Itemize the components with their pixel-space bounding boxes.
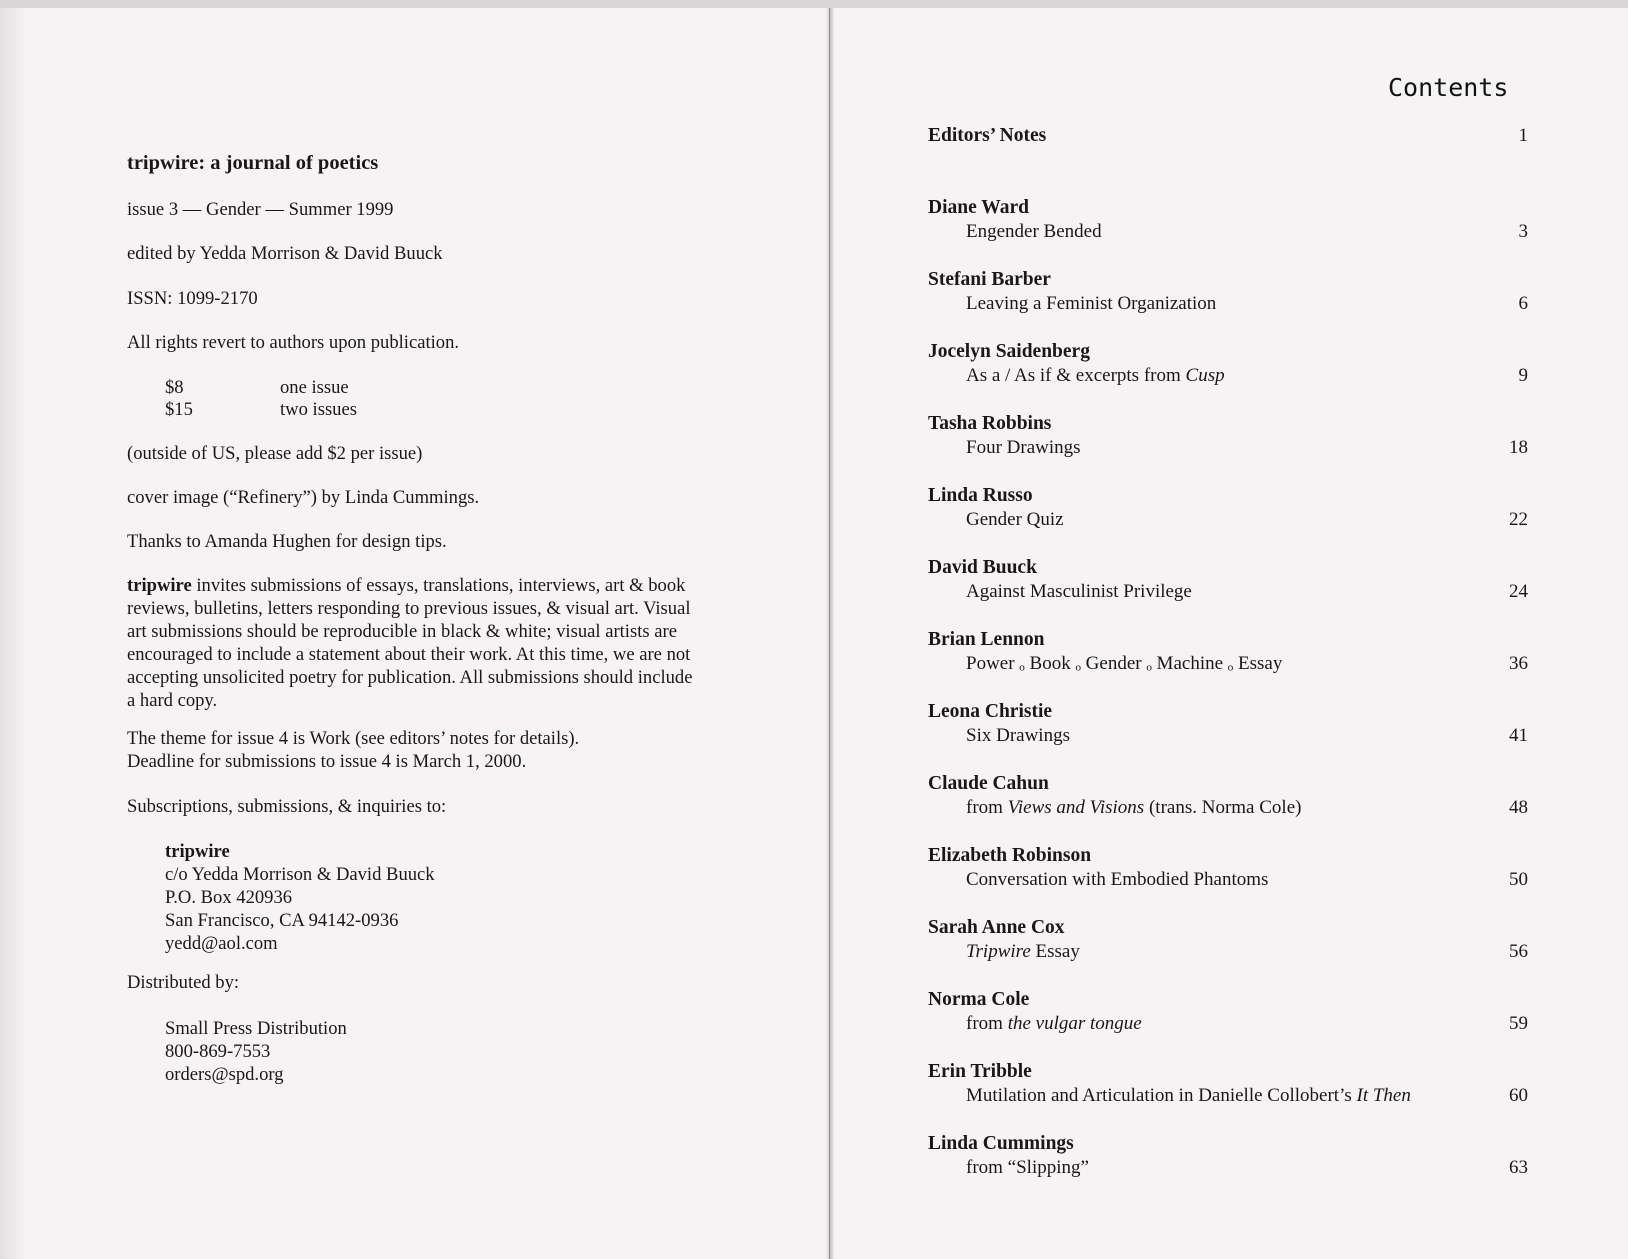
toc-page-number: 50 — [1509, 869, 1528, 890]
toc-entry — [928, 413, 1528, 485]
toc-work-text: Essay — [1030, 941, 1080, 962]
toc-author: Elizabeth Robinson — [928, 845, 1092, 866]
toc-entry — [928, 125, 1528, 197]
toc-author: Diane Ward — [928, 197, 1029, 218]
price-row — [165, 377, 349, 399]
toc-work-italic: Cusp — [1185, 365, 1225, 386]
issn-line: ISSN: 1099-2170 — [127, 288, 258, 309]
toc-entry — [928, 629, 1528, 701]
address-line: c/o Yedda Morrison & David Buuck — [165, 864, 435, 885]
toc-entry — [928, 269, 1528, 341]
submissions-text: invites submissions of essays, translations, interviews, art & book reviews, bulletins, letters responding to previous issues, & visual art. Visual art submissions should be reproducible in black & white; visual artists are encouraged to include a statement about their work. At this time, we are not accepting unsolicited poetry for publication. All submissions should include a hard copy. — [127, 575, 693, 711]
contents-heading: Contents — [1388, 73, 1509, 102]
gutter-fold-line — [829, 8, 830, 1259]
rights-line: All rights revert to authors upon publication. — [127, 332, 460, 353]
toc-work — [966, 941, 1080, 963]
toc-work: Power ₒ Book ₒ Gender ₒ Machine ₒ Essay — [966, 653, 1283, 674]
toc-entry — [928, 197, 1528, 269]
outside-us-note: (outside of US, please add $2 per issue) — [127, 443, 423, 464]
toc-work — [966, 1013, 1142, 1035]
toc-work: Gender Quiz — [966, 509, 1064, 530]
toc-work — [966, 365, 1225, 387]
toc-work: Leaving a Feminist Organization — [966, 293, 1217, 314]
toc-entry — [928, 701, 1528, 773]
toc-author: Linda Russo — [928, 485, 1033, 506]
toc-author: Sarah Anne Cox — [928, 917, 1065, 938]
price-label: two issues — [280, 399, 357, 420]
toc-entry — [928, 1061, 1528, 1133]
toc-work — [966, 1085, 1411, 1107]
price-amount: $15 — [165, 399, 193, 420]
toc-author: Leona Christie — [928, 701, 1053, 722]
distributor-email: orders@spd.org — [165, 1064, 284, 1085]
toc-entry — [928, 485, 1528, 557]
toc-page-number: 18 — [1509, 437, 1528, 458]
address-line: San Francisco, CA 94142-0936 — [165, 910, 399, 931]
toc-work-text: (trans. Norma Cole) — [1144, 797, 1302, 818]
toc-author: Claude Cahun — [928, 773, 1049, 794]
price-label: one issue — [280, 377, 349, 398]
toc-author: Tasha Robbins — [928, 413, 1052, 434]
price-row — [165, 399, 357, 421]
toc-work: from “Slipping” — [966, 1157, 1089, 1178]
journal-name: tripwire — [127, 575, 192, 596]
toc-entry — [928, 845, 1528, 917]
address-name: tripwire — [165, 841, 230, 862]
toc-work: Against Masculinist Privilege — [966, 581, 1192, 602]
price-amount: $8 — [165, 377, 184, 398]
thanks-line: Thanks to Amanda Hughen for design tips. — [127, 531, 447, 552]
subscriptions-heading: Subscriptions, submissions, & inquiries to: — [127, 796, 447, 817]
toc-entry — [928, 1133, 1528, 1205]
distributed-heading: Distributed by: — [127, 972, 240, 993]
toc-work-text: As a / As if & excerpts from — [966, 365, 1186, 386]
toc-work-text: from — [966, 797, 1008, 818]
toc-page-number: 41 — [1509, 725, 1528, 746]
toc-author: Erin Tribble — [928, 1061, 1032, 1082]
toc-page-number: 24 — [1509, 581, 1528, 602]
mailing-address — [165, 840, 435, 955]
distributor-name: Small Press Distribution — [165, 1018, 347, 1039]
toc-page-number: 59 — [1509, 1013, 1528, 1034]
journal-title: tripwire: a journal of poetics — [127, 152, 379, 174]
deadline-line: Deadline for submissions to issue 4 is March 1, 2000. — [127, 751, 527, 772]
submissions-paragraph — [127, 574, 697, 712]
toc-author: Editors’ Notes — [928, 125, 1047, 146]
distributor-info — [165, 1017, 347, 1086]
toc-author: Brian Lennon — [928, 629, 1045, 650]
toc-author: Norma Cole — [928, 989, 1030, 1010]
toc-work-italic: It Then — [1356, 1085, 1411, 1106]
toc-work-text: Mutilation and Articulation in Danielle Collobert’s — [966, 1085, 1357, 1106]
toc-work: Six Drawings — [966, 725, 1070, 746]
book-gutter — [826, 8, 834, 1259]
toc-page-number: 9 — [1518, 365, 1528, 386]
cover-credit: cover image (“Refinery”) by Linda Cummings. — [127, 487, 480, 508]
issue-line: issue 3 — Gender — Summer 1999 — [127, 199, 394, 220]
toc-author: David Buuck — [928, 557, 1037, 578]
table-of-contents — [928, 125, 1528, 1205]
toc-page-number: 56 — [1509, 941, 1528, 962]
toc-work-italic: Views and Visions — [1007, 797, 1145, 818]
toc-page-number: 36 — [1509, 653, 1528, 674]
toc-entry — [928, 557, 1528, 629]
toc-author: Linda Cummings — [928, 1133, 1074, 1154]
toc-page-number: 60 — [1509, 1085, 1528, 1106]
toc-page-number: 1 — [1518, 125, 1528, 146]
toc-work: Engender Bended — [966, 221, 1102, 242]
toc-page-number: 48 — [1509, 797, 1528, 818]
toc-page-number: 63 — [1509, 1157, 1528, 1178]
theme-line: The theme for issue 4 is Work (see editors’ notes for details). — [127, 728, 580, 749]
toc-work-italic: the vulgar tongue — [1007, 1013, 1142, 1034]
toc-page-number: 6 — [1518, 293, 1528, 314]
toc-work: Conversation with Embodied Phantoms — [966, 869, 1269, 890]
toc-page-number: 22 — [1509, 509, 1528, 530]
toc-work — [966, 797, 1301, 819]
toc-page-number: 3 — [1518, 221, 1528, 242]
toc-entry — [928, 341, 1528, 413]
toc-entry — [928, 917, 1528, 989]
editors-line: edited by Yedda Morrison & David Buuck — [127, 243, 443, 264]
toc-entry — [928, 989, 1528, 1061]
page-edge-shadow — [0, 8, 26, 1259]
address-line: P.O. Box 420936 — [165, 887, 293, 908]
address-email: yedd@aol.com — [165, 933, 278, 954]
toc-entry — [928, 773, 1528, 845]
toc-work: Four Drawings — [966, 437, 1081, 458]
distributor-phone: 800-869-7553 — [165, 1041, 271, 1062]
toc-author: Jocelyn Saidenberg — [928, 341, 1090, 362]
toc-author: Stefani Barber — [928, 269, 1051, 290]
toc-work-italic: Tripwire — [966, 941, 1031, 962]
toc-work-text: from — [966, 1013, 1008, 1034]
